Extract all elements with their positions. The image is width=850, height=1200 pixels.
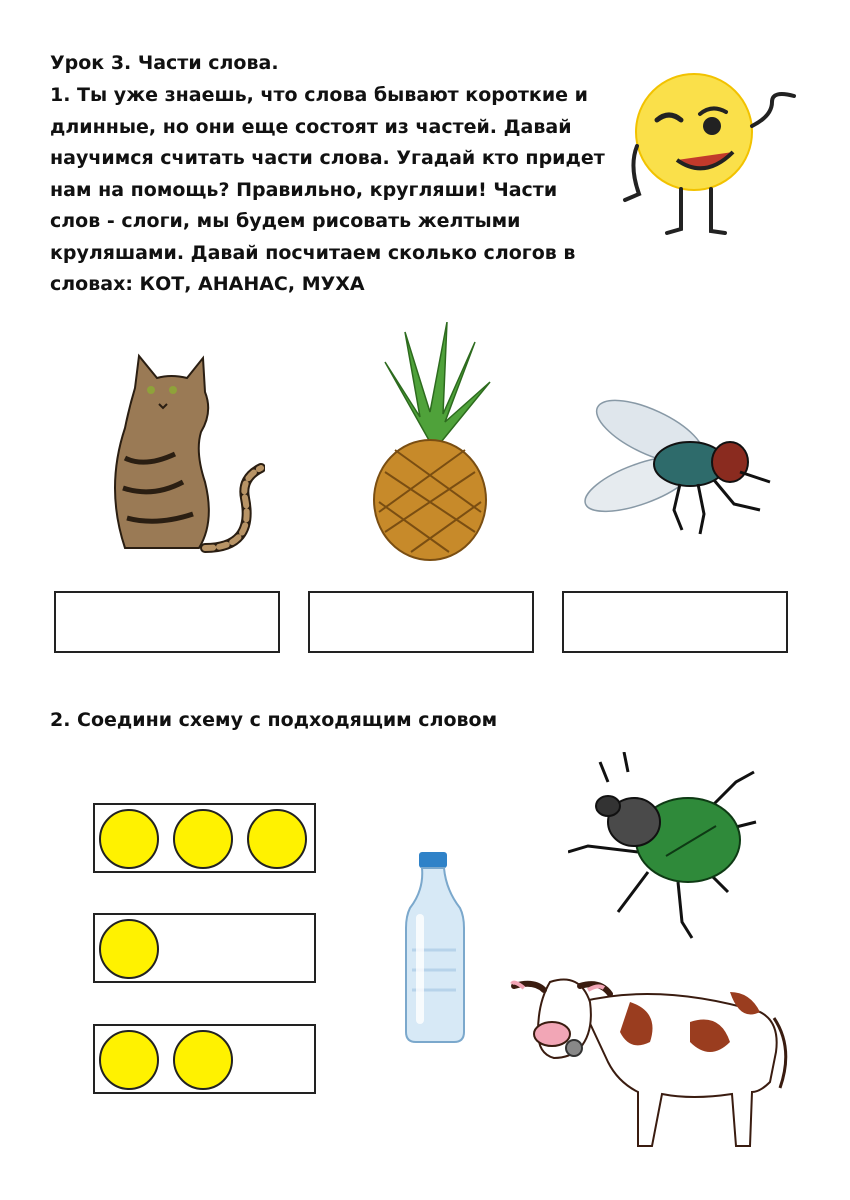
syllable-dot xyxy=(173,1030,233,1090)
task1-text: 1. Ты уже знаешь, что слова бывают короткие и длинные, но они еще состоят из частей. Давай научимся считать части слова. Угадай кто придет нам на помощь? Правильно, кругляши! Части слов - слоги, мы будем рисовать желтыми круляшами. Давай посчитаем сколько слогов в словах: КОТ, АНАНАС, МУХА xyxy=(50,84,605,295)
syllable-dot xyxy=(247,809,307,869)
answer-box-pineapple[interactable] xyxy=(308,591,534,653)
scheme-one-syllable[interactable] xyxy=(93,913,316,983)
task2-text: 2. Соедини схему с подходящим словом xyxy=(50,709,498,731)
syllable-dot xyxy=(173,809,233,869)
lesson-title: Урок 3. Части слова. xyxy=(50,52,279,74)
cow-picture[interactable] xyxy=(510,962,790,1147)
bottle-picture[interactable] xyxy=(400,850,470,1045)
syllable-dot xyxy=(99,1030,159,1090)
scheme-two-syllables[interactable] xyxy=(93,1024,316,1094)
mascot-icon xyxy=(615,68,805,238)
scheme-three-syllables[interactable] xyxy=(93,803,316,873)
cat-picture xyxy=(95,348,265,558)
answer-box-fly[interactable] xyxy=(562,591,788,653)
syllable-dot xyxy=(99,919,159,979)
answer-box-cat[interactable] xyxy=(54,591,280,653)
fly-picture xyxy=(580,392,780,552)
syllable-dot xyxy=(99,809,159,869)
beetle-picture[interactable] xyxy=(568,752,768,942)
pineapple-picture xyxy=(365,322,495,562)
